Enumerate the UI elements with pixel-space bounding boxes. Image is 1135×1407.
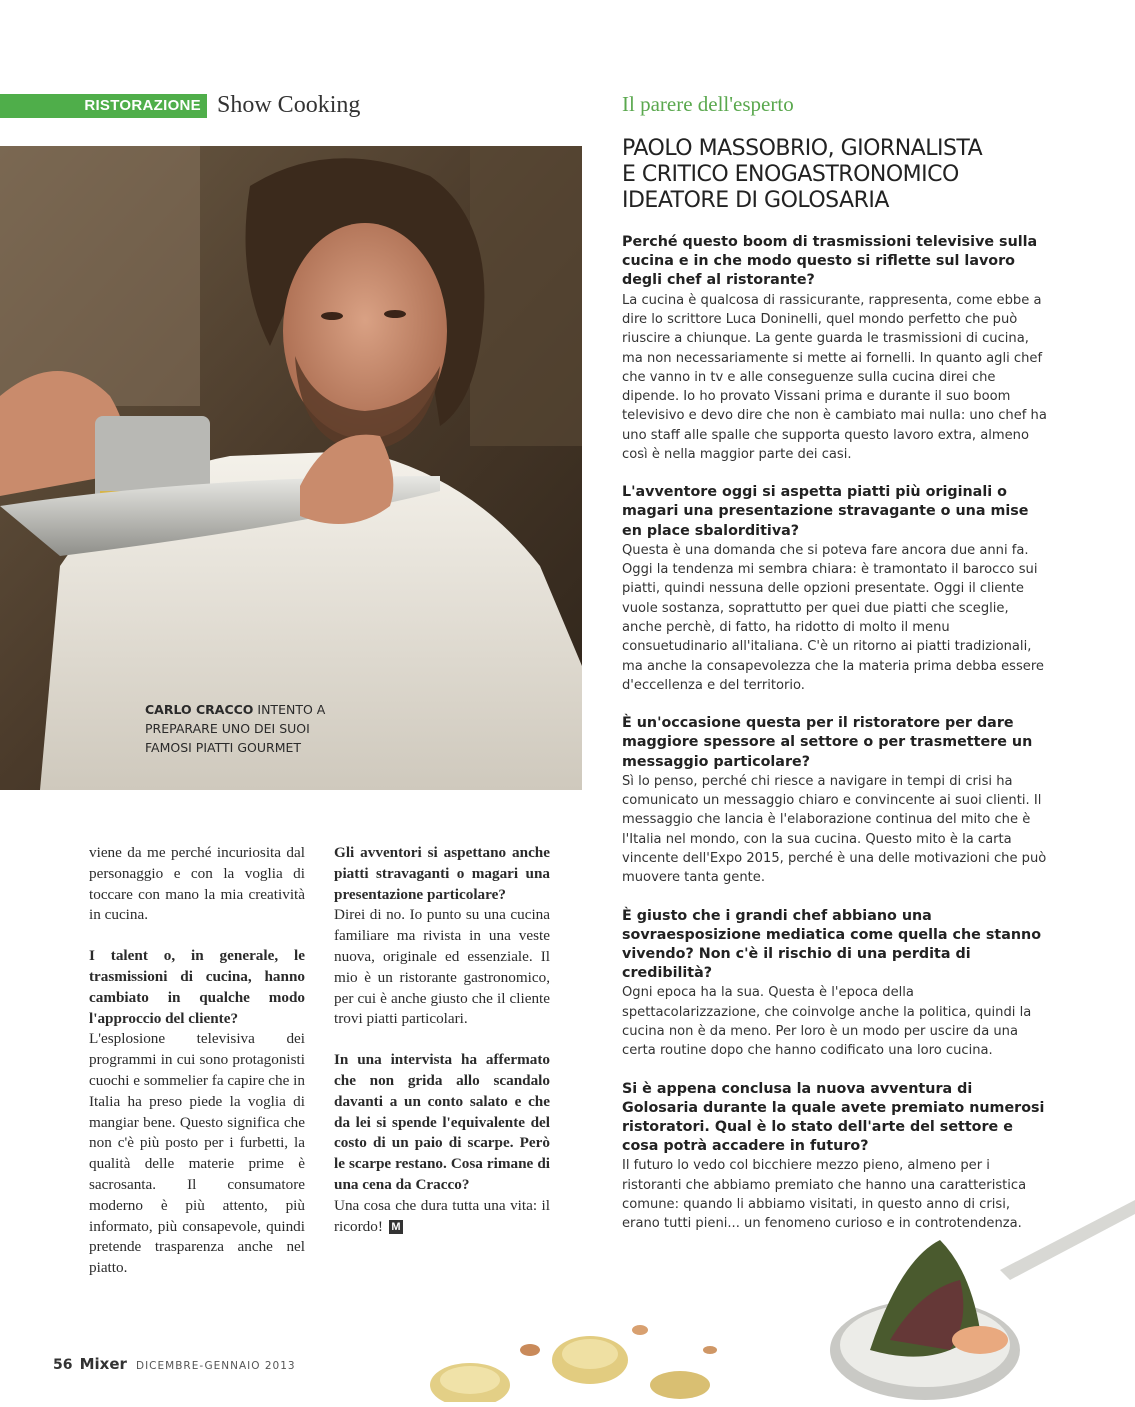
section-title: Show Cooking bbox=[217, 92, 361, 118]
expert-question: Si è appena conclusa la nuova avventura di Golosaria durante la quale avete premiato numerosi ristoratori. Qual è lo stato dell'arte del settore e cosa potrà accadere in futuro? bbox=[622, 1080, 1045, 1155]
expert-question: È giusto che i grandi chef abbiano una sovraesposizione mediatica come quella che stanno vivendo? Non c'è il rischio di una perdita di credibilità? bbox=[622, 907, 1042, 982]
expert-question: Perché questo boom di trasmissioni televisive sulla cucina e in che modo questo si riflette sul lavoro degli chef al ristorante? bbox=[622, 234, 1038, 289]
pastry-decoration bbox=[410, 1290, 750, 1402]
expert-heading: Il parere dell'esperto bbox=[622, 92, 794, 116]
interview-answer: Direi di no. Io punto su una cucina familiare ma rivista in una veste nuova, originale ed essenziale. Il mio è un ristorante gastronomico, per cui è anche giusto che il cliente trovi piatti particolari. bbox=[334, 906, 550, 1028]
end-of-article-mark: M bbox=[389, 1220, 403, 1234]
photo-caption bbox=[145, 700, 345, 757]
expert-answer: Sì lo penso, perché chi riesce a navigare in tempi di crisi ha comunicato un messaggio chiaro e convincente ai suoi clienti. Il messaggio che lancia è l'elaborazione continua del mito che è l'Italia nel mondo, con la sua cucina. Questo mito è la carta vincente dell'Expo 2015, perché è una delle motivazioni che può muovere tanta gente. bbox=[622, 773, 1047, 886]
interview-answer: L'esplosione televisiva dei programmi in cui sono protagonisti cuochi e sommelier fa capire che in Italia ha preso piede la voglia di mangiar bene. Questo significa che non c'è più posto per i furbetti, la qualità delle materie prime è sacrosanta. Il consumatore moderno è più attento, più informato, più consapevole, quindi pretende trasparenza anche nel piatto. bbox=[89, 1030, 305, 1277]
section-tag: RISTORAZIONE bbox=[0, 94, 207, 118]
magazine-name: Mixer bbox=[79, 1355, 127, 1373]
paragraph: viene da me perché incuriosita dal personaggio e con la voglia di toccare con mano la mia creatività in cucina. bbox=[89, 844, 305, 924]
issue-date: DICEMBRE-GENNAIO 2013 bbox=[136, 1360, 296, 1372]
interview-question: In una intervista ha affermato che non grida allo scandalo davanti a un conto salato e che da lei si spende l'equivalente del costo di un paio di scarpe. Però le scarpe restano. Cosa rimane di una cena da Cracco? bbox=[334, 1051, 550, 1193]
expert-question: L'avventore oggi si aspetta piatti più originali o magari una presentazione stravagante o una mise en place sbalorditiva? bbox=[622, 484, 1029, 539]
caption-name: CARLO CRACCO bbox=[145, 702, 254, 717]
chef-photo bbox=[0, 146, 582, 790]
expert-answer: La cucina è qualcosa di rassicurante, rappresenta, come ebbe a dire lo scrittore Luca Doninelli, quel mondo perfetto che può riuscire a chiunque. La gente guarda le trasmissioni di cucina, ma non necessariamente si mette ai fornelli. In quanto agli chef che vanno in tv e alle conseguenze sulla cucina direi che dipende. Io ho provato Vissani prima e durante il suo boom televisivo e devo dire che non è cambiato mai nulla: uno chef ha uno staff alle spalle che supporta questo lavoro extra, almeno così è nella maggior parte dei casi. bbox=[622, 292, 1047, 462]
interview-answer bbox=[334, 1196, 550, 1238]
expert-question: È un'occasione questa per il ristoratore per dare maggiore spessore al settore o per trasmettere un messaggio particolare? bbox=[622, 715, 1033, 770]
interviewee-line: IDEATORE DI GOLOSARIA bbox=[622, 188, 889, 213]
final-answer-text: Una cosa che dura tutta una vita: il ricordo! bbox=[334, 1196, 550, 1235]
expert-answer: Il futuro lo vedo col bicchiere mezzo pieno, almeno per i ristoranti che abbiamo premiato che hanno una caratteristica comune: quando li abbiamo visitati, in questo anno di crisi, erano tutti pieni... un fenomeno curioso e in controtendenza. bbox=[622, 1158, 1027, 1232]
article-column-1 bbox=[89, 843, 305, 1279]
page-number: 56 bbox=[53, 1357, 73, 1373]
expert-interview bbox=[622, 233, 1050, 1234]
interviewee-line: PAOLO MASSOBRIO, GIORNALISTA bbox=[622, 136, 983, 161]
interviewee-line: E CRITICO ENOGASTRONOMICO bbox=[622, 162, 959, 187]
page-footer bbox=[53, 1354, 296, 1373]
article-column-2 bbox=[334, 843, 550, 1237]
spoon-decoration bbox=[830, 1200, 1135, 1402]
expert-answer: Questa è una domanda che si poteva fare ancora due anni fa. Oggi la tendenza mi sembra chiara: è tramontato il barocco sui piatti, quindi nessuna delle opzioni presentate. Oggi il cliente vuole sostanza, soprattutto per quei due piatti che sceglie, anche perchè, di fatto, ha ridotto di molto il menu consuetudinario all'italiana. C'è un ritorno ai piatti tradizionali, ma anche la consapevolezza che la materia prima debba essere d'eccellenza e del territorio. bbox=[622, 542, 1044, 693]
interview-question: I talent o, in generale, le trasmissioni di cucina, hanno cambiato in qualche modo l'approccio del cliente? bbox=[89, 947, 305, 1027]
caption-text: INTENTO A PREPARARE UNO DEI SUOI FAMOSI PIATTI GOURMET bbox=[145, 702, 326, 755]
interviewee-name bbox=[622, 136, 1062, 214]
expert-answer: Ogni epoca ha la sua. Questa è l'epoca della spettacolarizzazione, che coinvolge anche la politica, quindi la cucina non è da meno. Per loro è un modo per uscire da una certa routine dopo che hanno codificato una loro cucina. bbox=[622, 985, 1032, 1059]
interview-question: Gli avventori si aspettano anche piatti stravaganti o magari una presentazione particolare? bbox=[334, 844, 550, 903]
